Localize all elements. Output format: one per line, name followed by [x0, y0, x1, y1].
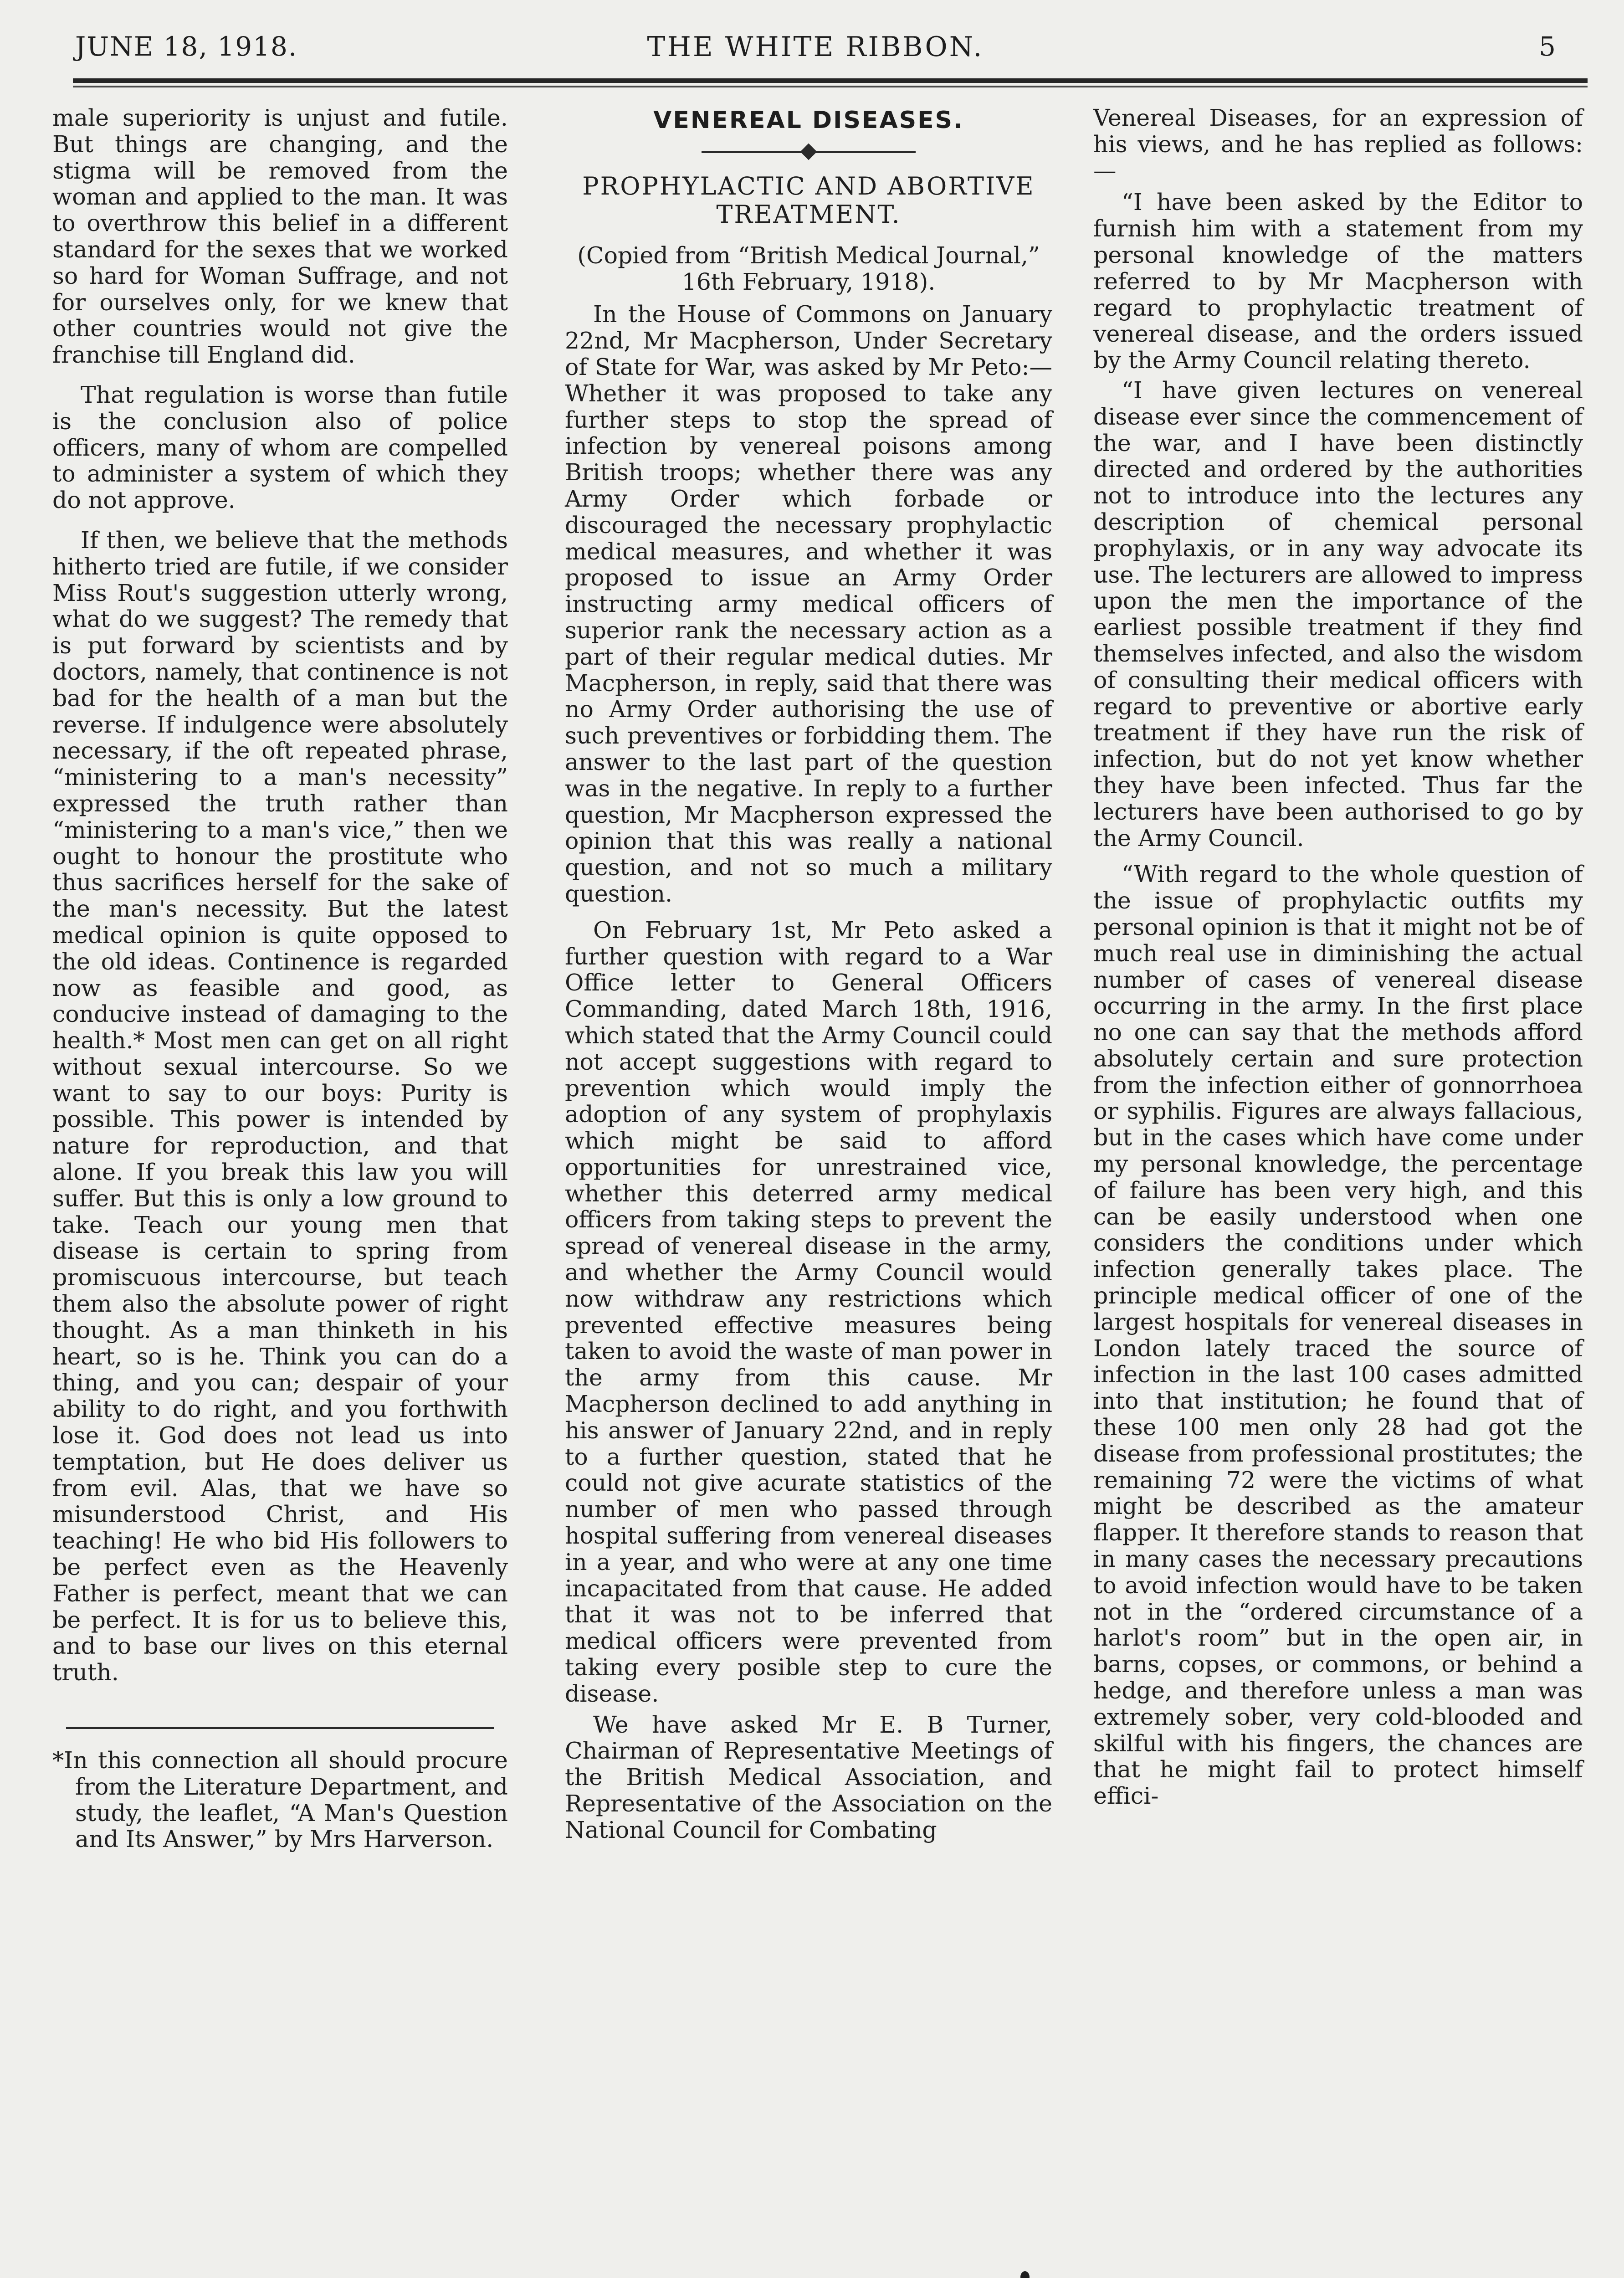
heading-ornament [565, 140, 1052, 163]
page-header [75, 26, 1556, 77]
column-3 [1093, 105, 1583, 1809]
issue-date: JUNE 18, 1918. [75, 31, 298, 62]
paragraph: If then, we believe that the methods hitherto tried are futile, if we consider Miss Rout's suggestion utterly wrong, what do we suggest? The remedy that is put forward by scientists and by doctors, namely, that continence is not bad for the health of a man but the reverse. If indulgence were absolutely necessary, if the oft repeated phrase, “ministering to a man's necessity” expressed the truth rather than “ministering to a man's vice,” then we ought to honour the prostitute who thus sacrifices herself for the sake of the man's necessity. But the latest medical opinion is quite opposed to the old ideas. Continence is regarded now as feasible and good, as conducive instead of damaging to the health.* Most men can get on all right without sexual intercourse. So we want to say to our boys: Purity is possible. This power is intended by nature for reproduction, and that alone. If you break this law you will suffer. But this is only a low ground to take. Teach our young men that disease is certain to spring from promiscuous intercourse, but teach them also the absolute power of right thought. As a man thinketh in his heart, so is he. Think you can do a thing, and you can; despair of your ability to do right, and you forthwith lose it. God does not lead us into temptation, but He does deliver us from evil. Alas, that we have so misunderstood Christ, and His teaching! He who bid His followers to be perfect even as the Heavenly Father is perfect, meant that we can be perfect. It is for us to believe this, and to base our lives on this eternal truth. [52, 526, 508, 1686]
publication-title: THE WHITE RIBBON. [647, 31, 984, 63]
paragraph: That regulation is worse than futile is the conclusion also of police officers, many of whom are compelled to administer a system of which they do not approve. [52, 381, 508, 514]
paragraph: “I have been asked by the Editor to furnish him with a statement from my personal knowledge of the matters referred to by Mr Macpherson with regard to prophylactic treatment of venereal disease, and the orders issued by the Army Council relating thereto. [1093, 189, 1583, 374]
header-rule [73, 78, 1588, 83]
header-rule-thin [73, 86, 1588, 87]
continuation-bullet-icon [1020, 2271, 1030, 2278]
paragraph: male superiority is unjust and futile. But things are changing, and the stigma will be removed from the woman and applied to the man. It was to overthrow this belief in a different standard for the sexes that we worked so hard for Woman Suffrage, and not for ourselves only, for we knew that other countries would not give the franchise till England did. [52, 104, 508, 369]
column-2 [565, 105, 1052, 1843]
footnote: *In this connection all should procure from the Literature Department, and study, the leaflet, “A Man's Question and Its Answer,” by Mrs Harverson. [52, 1747, 508, 1853]
paragraph: Venereal Diseases, for an expression of his views, and he has replied as follows:— [1093, 104, 1583, 184]
paragraph: In the House of Commons on January 22nd, Mr Macpherson, Under Secretary of State for War, was asked by Mr Peto:—Whether it was proposed to take any further steps to stop the spread of infection by venereal poisons among British troops; whether there was any Army Order which forbade or discouraged the necessary prophylactic medical measures, and whether it was proposed to issue an Army Order instructing army medical officers of superior rank the necessary action as a part of their regular medical duties. Mr Macpherson, in reply, said that there was no Army Order authorising the use of such preventives or forbidding them. The answer to the last part of the question was in the negative. In reply to a further question, Mr Macpherson expressed the opinion that this was really a national question, and not so much a military question. [565, 301, 1052, 907]
column-1 [52, 105, 508, 1852]
article-source: (Copied from “British Medical Journal,” 16th February, 1918). [577, 241, 1040, 295]
paragraph: On February 1st, Mr Peto asked a further question with regard to a War Office letter to General Officers Commanding, dated March 18th, 1916, which stated that the Army Council could not accept suggestions with regard to prevention which would imply the adoption of any system of prophylaxis which might be said to afford opportunities for unrestrained vice, whether this deterred army medical officers from taking steps to prevent the spread of venereal disease in the army, and whether the Army Council would now withdraw any restrictions which prevented effective measures being taken to avoid the waste of man power in the army from this cause. Mr Macpherson declined to add anything in his answer of January 22nd, and in reply to a further question, stated that he could not give acurate statistics of the number of men who passed through hospital suffering from venereal diseases in a year, and who were at any one time incapacitated from that cause. He added that it was not to be inferred that medical officers were prevented from taking every posible step to cure the disease. [565, 916, 1052, 1707]
article-heading: VENEREAL DISEASES. [653, 107, 964, 134]
footnote-divider [66, 1727, 494, 1729]
page-number: 5 [1539, 31, 1556, 62]
article-subheading: PROPHYLACTIC AND ABORTIVE TREATMENT. [582, 171, 1035, 229]
paragraph: “With regard to the whole question of the issue of prophylactic outfits my personal opinion is that it might not be of much real use in diminishing the actual number of cases of venereal disease occurring in the army. In the first place no one can say that the methods afford absolutely certain and sure protection from the infection either of gonnorrhoea or syphilis. Figures are always fallacious, but in the cases which have come under my personal knowledge, the percentage of failure has been very high, and this can be easily understood when one considers the conditions under which infection generally takes place. The principle medical officer of one of the largest hospitals for venereal diseases in London lately traced the source of infection in the last 100 cases admitted into that institution; he found that of these 100 men only 28 had got the disease from professional prostitutes; the remaining 72 were the victims of what might be described as the amateur flapper. It therefore stands to reason that in many cases the necessary precautions to avoid infection would have to be taken not in the “ordered circumstance of a harlot's room” but in the open air, in barns, copses, or commons, or behind a hedge, and therefore unless a man was extremely sober, very cold-blooded and skilful with his fingers, the chances are that he might fail to protect himself effici- [1093, 861, 1583, 1810]
diamond-ornament-icon [800, 143, 817, 160]
paragraph: We have asked Mr E. B Turner, Chairman of Representative Meetings of the British Medical Association, and Representative of the Association on the National Council for Combating [565, 1711, 1052, 1843]
paragraph: “I have given lectures on venereal disease ever since the commencement of the war, and I have been distinctly directed and ordered by the authorities not to introduce into the lectures any description of chemical personal prophylaxis, or in any way advocate its use. The lecturers are allowed to impress upon the men the importance of the earliest possible treatment if they find themselves infected, and also the wisdom of consulting their medical officers with regard to preventive or abortive early treatment if they have run the risk of infection, but do not yet know whether they have been infected. Thus far the lecturers have been authorised to go by the Army Council. [1093, 376, 1583, 852]
